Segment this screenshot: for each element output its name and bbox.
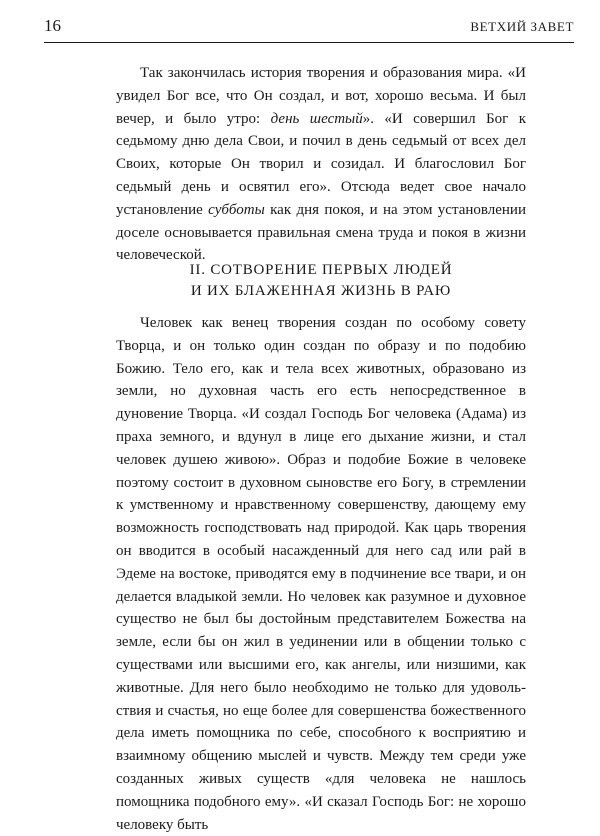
paragraph-creation-end <box>116 62 526 267</box>
paragraph-1-text-c: как дня покоя, и на этом установлении доселе основывается правильная смена труда и покоя в жизни человеческой. <box>116 201 526 264</box>
paragraph-1-text-a: Так закончилась история творения и образования мира. «И увидел Бог все, что Он создал, и вот, хорошо весьма. И был вечер, и было утро: <box>116 65 526 127</box>
paragraph-1-italic-a: день шестый <box>270 110 363 127</box>
section-heading-line-2: И ИХ БЛАЖЕННАЯ ЖИЗНЬ В РАЮ <box>190 283 452 299</box>
section-heading <box>116 260 526 302</box>
paragraph-1-italic-b: субботы <box>208 201 265 218</box>
page-number: 16 <box>44 16 61 35</box>
paragraph-creation-of-man: Человек как венец творения создан по особому совету Творца, и он только один создан по образу и по подобию Божию. Тело его, как и тела всех животных, образовано из земли, но духовная часть его есть непосредственное в дуновение Творца. «И создал Господь Бог человека (Адама) из праха земного, и вдунул в лице его дыхание жизни, и стал человек душею живою». Образ и подобие Божие в человеке поэтому состоит в духовном сыновстве его Богу, в стремлении к умственному и нравственному совершенству, дающему ему возможность господствовать над природой. Как царь творения он вводится в особый насажденный для него сад или рай в Эдеме на востоке, приводятся ему в подчинение все твари, и он делается владыкой земли. Но человек как разумное и духовное существо не был бы достойным представителем Божества на земле, если бы он жил в уединении или в общении только с существами или высшими его, как ангелы, или низшими, как животные. Для него было необходимо не только для удовольствия и счастья, но еще более для совершенства божественного дела иметь помощника по себе, способного к восприятию и взаимному общению мыслей и чувств. Между тем среди уже созданных живых существ «для человека не нашлось помощника подобного ему». «И сказал Господь Бог: не хорошо человеку быть <box>116 315 526 833</box>
section-heading-line-1: II. СОТВОРЕНИЕ ПЕРВЫХ ЛЮДЕЙ <box>189 262 453 278</box>
running-title: ВЕТХИЙ ЗАВЕТ <box>470 19 574 34</box>
paragraph-1-text-b: ». «И совершил Бог к седьмому дню дела Свои, и почил в день седьмый от всех дел Своих, которые Он творил и созидал. И благословил Бог седьмый день и освятил его». Отсюда ведет свое начало установление <box>116 110 526 218</box>
running-head <box>44 16 574 40</box>
header-rule <box>44 42 574 43</box>
